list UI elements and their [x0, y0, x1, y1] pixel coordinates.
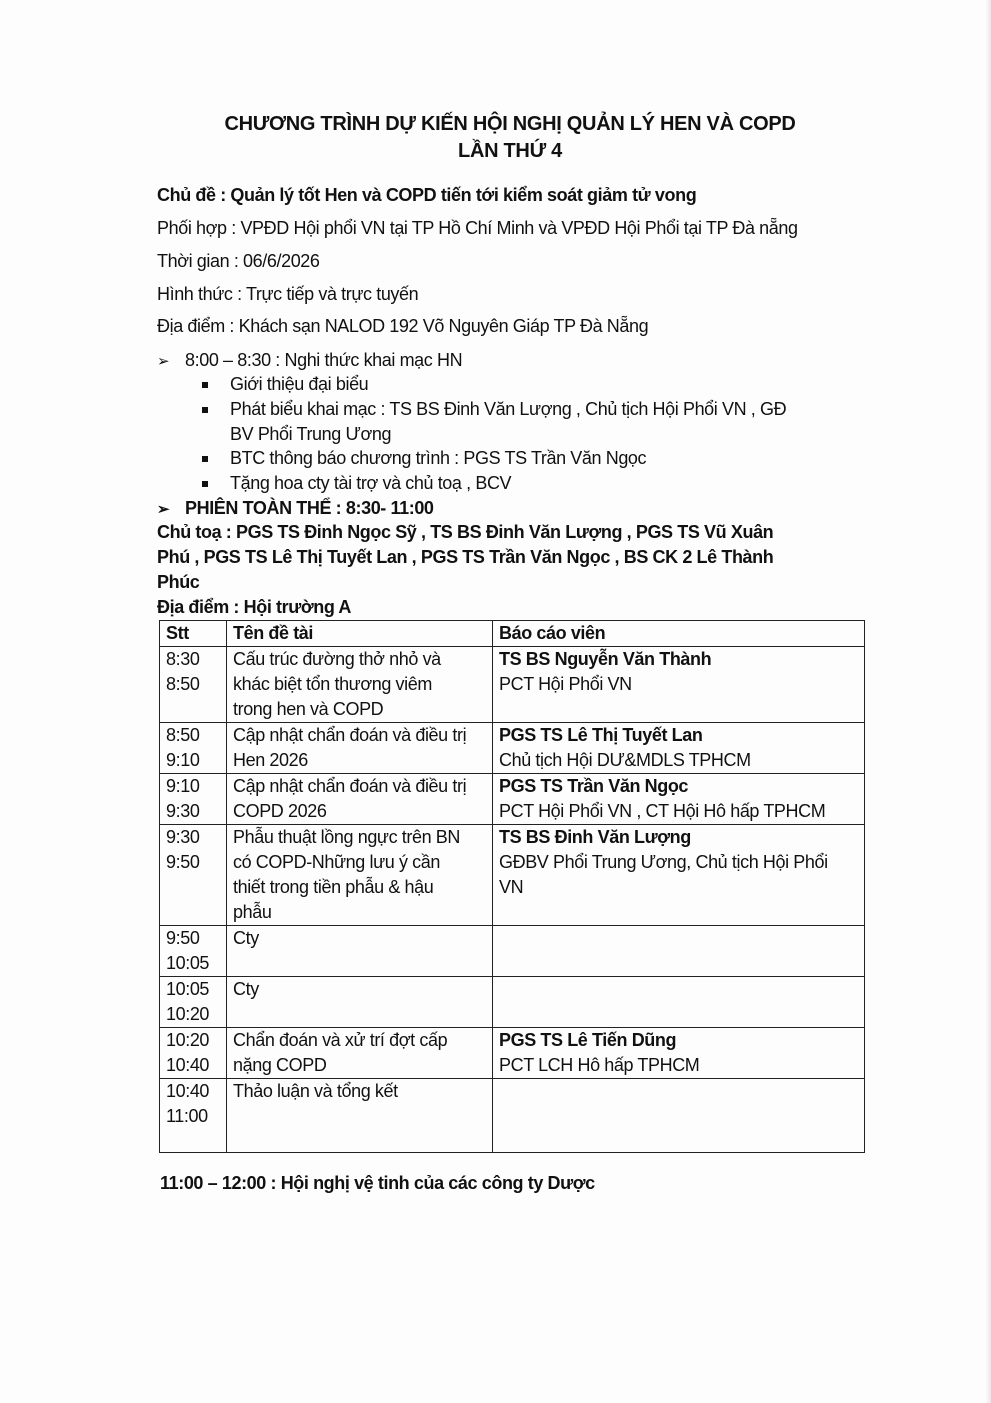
table-row	[160, 926, 865, 977]
time-cell: 10:40 11:00	[160, 1079, 227, 1153]
speaker-cell	[493, 723, 865, 774]
speaker-role: PCT Hội Phổi VN , CT Hội Hô hấp TPHCM	[499, 801, 826, 821]
time-cell: 10:05 10:20	[160, 977, 227, 1028]
topic-cell: Cập nhật chẩn đoán và điều trị COPD 2026	[227, 774, 493, 825]
square-bullet-icon	[202, 382, 208, 388]
topic-cell: Thảo luận và tổng kết	[227, 1079, 493, 1153]
table-row	[160, 1028, 865, 1079]
opening-item: BTC thông báo chương trình : PGS TS Trần Văn Ngọc	[230, 448, 647, 468]
table-row	[160, 774, 865, 825]
time-cell: 8:50 9:10	[160, 723, 227, 774]
arrow-bullet-icon: ➢	[157, 353, 170, 370]
opening-item: Giới thiệu đại biểu	[230, 374, 369, 394]
speaker-name: PGS TS Lê Thị Tuyết Lan	[499, 725, 703, 745]
scan-edge	[985, 0, 991, 1403]
speaker-cell	[493, 647, 865, 723]
speaker-name: PGS TS Trần Văn Ngọc	[499, 776, 689, 796]
opening-heading-text: 8:00 – 8:30 : Nghi thức khai mạc HN	[185, 350, 463, 370]
event-format: Hình thức : Trực tiếp và trực tuyến	[157, 284, 419, 304]
table-row	[160, 825, 865, 926]
header-stt: Stt	[160, 621, 227, 647]
plenary-venue: Địa điểm : Hội trường A	[157, 597, 351, 617]
chairs-line-3: Phúc	[157, 572, 200, 592]
chairs-line-1: Chủ toạ : PGS TS Đinh Ngọc Sỹ , TS BS Đinh Văn Lượng , PGS TS Vũ Xuân	[157, 522, 774, 542]
event-venue: Địa điểm : Khách sạn NALOD 192 Võ Nguyên Giáp TP Đà Nẵng	[157, 316, 649, 336]
speaker-role: GĐBV Phổi Trung Ương, Chủ tịch Hội Phổi VN	[499, 852, 828, 897]
topic-cell: Cty	[227, 977, 493, 1028]
time-cell: 9:50 10:05	[160, 926, 227, 977]
speaker-role: Chủ tịch Hội DƯ&MDLS TPHCM	[499, 750, 751, 770]
time-cell: 9:10 9:30	[160, 774, 227, 825]
time-cell: 10:20 10:40	[160, 1028, 227, 1079]
table-header-row	[160, 621, 865, 647]
theme: Chủ đề : Quản lý tốt Hen và COPD tiến tới kiểm soát giảm tử vong	[157, 185, 697, 205]
event-time: Thời gian : 06/6/2026	[157, 251, 320, 271]
speaker-cell	[493, 1028, 865, 1079]
table-row	[160, 977, 865, 1028]
plenary-heading-text: PHIÊN TOÀN THỂ : 8:30- 11:00	[185, 498, 434, 518]
chairs-line-2: Phú , PGS TS Lê Thị Tuyết Lan , PGS TS Trần Văn Ngọc , BS CK 2 Lê Thành	[157, 547, 774, 567]
satellite-session: 11:00 – 12:00 : Hội nghị vệ tinh của các công ty Dược	[160, 1173, 595, 1193]
speaker-cell	[493, 825, 865, 926]
speaker-name: TS BS Đinh Văn Lượng	[499, 827, 691, 847]
opening-item: Phát biểu khai mạc : TS BS Đinh Văn Lượng , Chủ tịch Hội Phổi VN , GĐ	[230, 399, 787, 419]
topic-cell: Cập nhật chẩn đoán và điều trị Hen 2026	[227, 723, 493, 774]
header-speaker: Báo cáo viên	[493, 621, 865, 647]
table-row	[160, 647, 865, 723]
coordination: Phối hợp : VPĐD Hội phổi VN tại TP Hồ Chí Minh và VPĐD Hội Phổi tại TP Đà nẵng	[157, 218, 798, 238]
square-bullet-icon	[202, 407, 208, 413]
square-bullet-icon	[202, 456, 208, 462]
title-line-1: CHƯƠNG TRÌNH DỰ KIẾN HỘI NGHỊ QUẢN LÝ HEN VÀ COPD	[224, 113, 796, 135]
topic-cell: Phẫu thuật lồng ngực trên BN có COPD-Những lưu ý cần thiết trong tiền phẫu & hậu phẫu	[227, 825, 493, 926]
speaker-cell	[493, 1079, 865, 1153]
header-topic: Tên đề tài	[227, 621, 493, 647]
speaker-cell	[493, 926, 865, 977]
table-row	[160, 723, 865, 774]
title-line-2: LẦN THỨ 4	[458, 140, 562, 162]
topic-cell: Chẩn đoán và xử trí đợt cấp nặng COPD	[227, 1028, 493, 1079]
time-cell: 9:30 9:50	[160, 825, 227, 926]
speaker-name: PGS TS Lê Tiến Dũng	[499, 1030, 677, 1050]
square-bullet-icon	[202, 481, 208, 487]
schedule-table	[159, 620, 865, 1153]
arrow-bullet-icon: ➢	[157, 501, 170, 518]
speaker-cell	[493, 774, 865, 825]
topic-cell: Cấu trúc đường thở nhỏ và khác biệt tổn thương viêm trong hen và COPD	[227, 647, 493, 723]
time-cell: 8:30 8:50	[160, 647, 227, 723]
topic-cell: Cty	[227, 926, 493, 977]
speaker-role: PCT LCH Hô hấp TPHCM	[499, 1055, 700, 1075]
opening-heading	[157, 350, 462, 371]
table-row	[160, 1079, 865, 1153]
opening-item: Tặng hoa cty tài trợ và chủ toạ , BCV	[230, 473, 512, 493]
plenary-heading	[157, 498, 434, 519]
speaker-cell	[493, 977, 865, 1028]
speaker-name: TS BS Nguyễn Văn Thành	[499, 649, 712, 669]
opening-item-cont: BV Phổi Trung Ương	[230, 424, 392, 444]
speaker-role: PCT Hội Phổi VN	[499, 674, 632, 694]
